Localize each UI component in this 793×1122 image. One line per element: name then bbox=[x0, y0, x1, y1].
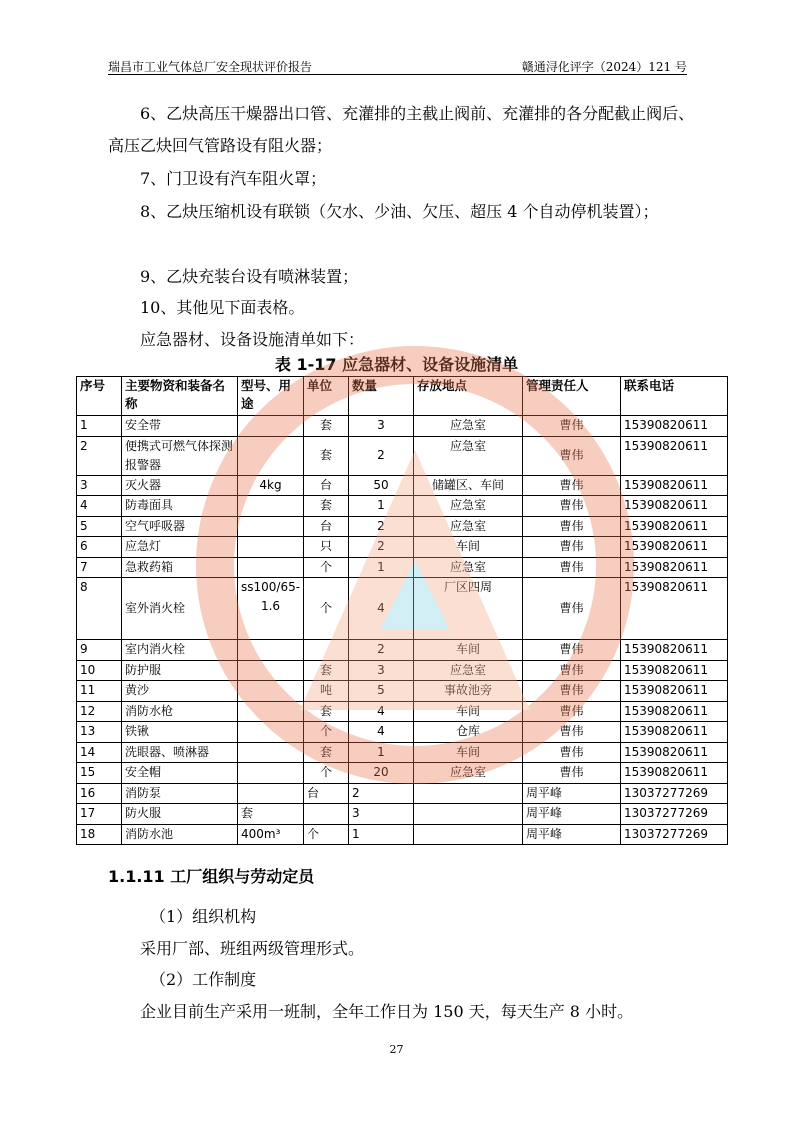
organization-text: 采用厂部、班组两级管理形式。 bbox=[140, 939, 365, 958]
cell-location: 应急室 bbox=[414, 660, 523, 681]
cell-unit bbox=[304, 640, 349, 661]
paragraph-item-8: 8、乙炔压缩机设有联锁（欠水、少油、欠压、超压 4 个自动停机装置）； bbox=[140, 202, 659, 221]
cell-quantity: 3 bbox=[349, 804, 414, 825]
cell-name: 安全带 bbox=[122, 416, 238, 437]
cell-model bbox=[238, 640, 304, 661]
table-row bbox=[77, 660, 728, 681]
cell-quantity: 3 bbox=[349, 416, 414, 437]
cell-model bbox=[238, 436, 304, 475]
cell-location: 应急室 bbox=[414, 496, 523, 517]
col-header-index: 序号 bbox=[77, 377, 122, 416]
paragraph-item-6: 6、乙炔高压干燥器出口管、充灌排的主截止阀前、充灌排的各分配截止阀后、高压乙炔回气管路设有阻火器； bbox=[108, 104, 695, 155]
col-header-model: 型号、用途 bbox=[238, 377, 304, 416]
cell-manager: 曹伟 bbox=[523, 496, 621, 517]
cell-phone: 15390820611 bbox=[621, 681, 728, 702]
col-header-unit: 单位 bbox=[304, 377, 349, 416]
cell-name: 便携式可燃气体探测报警器 bbox=[122, 436, 238, 475]
cell-index: 12 bbox=[77, 701, 122, 722]
cell-phone: 15390820611 bbox=[621, 640, 728, 661]
emergency-equipment-table bbox=[76, 376, 728, 845]
cell-manager: 曹伟 bbox=[523, 557, 621, 578]
cell-phone: 15390820611 bbox=[621, 578, 728, 640]
cell-model bbox=[238, 660, 304, 681]
cell-unit: 套 bbox=[304, 701, 349, 722]
cell-name: 防火服 bbox=[122, 804, 238, 825]
cell-location bbox=[414, 783, 523, 804]
cell-quantity: 1 bbox=[349, 557, 414, 578]
col-header-manager: 管理责任人 bbox=[523, 377, 621, 416]
section-heading: 1.1.11 工厂组织与劳动定员 bbox=[108, 867, 315, 886]
paragraph-item-7: 7、门卫设有汽车阻火罩； bbox=[140, 169, 327, 188]
cell-unit: 套 bbox=[304, 742, 349, 763]
cell-phone: 15390820611 bbox=[621, 557, 728, 578]
cell-name: 室内消火栓 bbox=[122, 640, 238, 661]
cell-model: 套 bbox=[238, 804, 304, 825]
cell-quantity: 5 bbox=[349, 681, 414, 702]
cell-location: 车间 bbox=[414, 537, 523, 558]
cell-index: 5 bbox=[77, 516, 122, 537]
cell-model: ss100/65-1.6 bbox=[238, 578, 304, 640]
cell-location: 应急室 bbox=[414, 436, 523, 475]
cell-name: 安全帽 bbox=[122, 763, 238, 784]
table-row bbox=[77, 475, 728, 496]
cell-unit: 台 bbox=[304, 475, 349, 496]
col-header-location: 存放地点 bbox=[414, 377, 523, 416]
cell-index: 13 bbox=[77, 722, 122, 743]
cell-phone: 15390820611 bbox=[621, 416, 728, 437]
cell-phone: 15390820611 bbox=[621, 742, 728, 763]
cell-manager: 周平峰 bbox=[523, 824, 621, 845]
cell-location: 厂区四周 bbox=[414, 578, 523, 640]
cell-phone: 13037277269 bbox=[621, 824, 728, 845]
cell-quantity: 1 bbox=[349, 496, 414, 517]
table-row bbox=[77, 557, 728, 578]
cell-model bbox=[238, 557, 304, 578]
cell-quantity: 3 bbox=[349, 660, 414, 681]
table-row bbox=[77, 537, 728, 558]
cell-index: 16 bbox=[77, 783, 122, 804]
cell-index: 2 bbox=[77, 436, 122, 475]
cell-index: 3 bbox=[77, 475, 122, 496]
cell-manager: 曹伟 bbox=[523, 537, 621, 558]
cell-index: 17 bbox=[77, 804, 122, 825]
cell-model bbox=[238, 701, 304, 722]
cell-name: 急救药箱 bbox=[122, 557, 238, 578]
table-row bbox=[77, 496, 728, 517]
cell-manager: 曹伟 bbox=[523, 475, 621, 496]
cell-unit: 个 bbox=[304, 722, 349, 743]
cell-index: 18 bbox=[77, 824, 122, 845]
cell-quantity: 4 bbox=[349, 578, 414, 640]
cell-model bbox=[238, 537, 304, 558]
cell-model: 400m³ bbox=[238, 824, 304, 845]
cell-manager: 曹伟 bbox=[523, 578, 621, 640]
cell-index: 10 bbox=[77, 660, 122, 681]
cell-phone: 15390820611 bbox=[621, 722, 728, 743]
cell-location: 车间 bbox=[414, 701, 523, 722]
cell-phone: 13037277269 bbox=[621, 804, 728, 825]
cell-name: 消防水池 bbox=[122, 824, 238, 845]
cell-unit: 套 bbox=[304, 436, 349, 475]
cell-name: 室外消火栓 bbox=[122, 578, 238, 640]
cell-quantity: 4 bbox=[349, 701, 414, 722]
cell-location: 应急室 bbox=[414, 416, 523, 437]
cell-model bbox=[238, 416, 304, 437]
cell-index: 6 bbox=[77, 537, 122, 558]
cell-model bbox=[238, 516, 304, 537]
table-row bbox=[77, 436, 728, 475]
cell-name: 消防水枪 bbox=[122, 701, 238, 722]
paragraph-item-9: 9、乙炔充装台设有喷淋装置； bbox=[140, 267, 359, 286]
table-intro-text: 应急器材、设备设施清单如下： bbox=[140, 330, 365, 349]
cell-model bbox=[238, 742, 304, 763]
cell-unit: 台 bbox=[304, 783, 349, 804]
cell-unit: 只 bbox=[304, 537, 349, 558]
cell-quantity: 2 bbox=[349, 783, 414, 804]
cell-unit: 吨 bbox=[304, 681, 349, 702]
cell-quantity: 1 bbox=[349, 742, 414, 763]
cell-location: 应急室 bbox=[414, 516, 523, 537]
cell-unit: 个 bbox=[304, 557, 349, 578]
work-schedule-text: 企业目前生产采用一班制，全年工作日为 150 天，每天生产 8 小时。 bbox=[140, 1002, 634, 1021]
table-row bbox=[77, 681, 728, 702]
cell-model bbox=[238, 681, 304, 702]
page-number: 27 bbox=[389, 1043, 404, 1056]
cell-unit: 套 bbox=[304, 416, 349, 437]
table-row bbox=[77, 516, 728, 537]
cell-manager: 曹伟 bbox=[523, 701, 621, 722]
cell-name: 防护服 bbox=[122, 660, 238, 681]
cell-model bbox=[238, 496, 304, 517]
cell-model bbox=[238, 783, 304, 804]
cell-manager: 曹伟 bbox=[523, 516, 621, 537]
page-header bbox=[108, 56, 687, 75]
cell-phone: 15390820611 bbox=[621, 660, 728, 681]
cell-model bbox=[238, 722, 304, 743]
cell-phone: 15390820611 bbox=[621, 496, 728, 517]
col-header-name: 主要物资和装备名称 bbox=[122, 377, 238, 416]
cell-quantity: 2 bbox=[349, 436, 414, 475]
table-caption: 表 1-17 应急器材、设备设施清单 bbox=[274, 355, 519, 374]
cell-name: 消防泵 bbox=[122, 783, 238, 804]
cell-name: 黄沙 bbox=[122, 681, 238, 702]
cell-name: 灭火器 bbox=[122, 475, 238, 496]
cell-manager: 曹伟 bbox=[523, 436, 621, 475]
header-report-title: 瑞昌市工业气体总厂安全现状评价报告 bbox=[108, 60, 313, 74]
cell-index: 15 bbox=[77, 763, 122, 784]
table-row bbox=[77, 742, 728, 763]
cell-unit: 台 bbox=[304, 516, 349, 537]
cell-phone: 15390820611 bbox=[621, 475, 728, 496]
cell-quantity: 2 bbox=[349, 537, 414, 558]
cell-manager: 曹伟 bbox=[523, 681, 621, 702]
cell-index: 11 bbox=[77, 681, 122, 702]
cell-model: 4kg bbox=[238, 475, 304, 496]
paragraph-item-10: 10、其他见下面表格。 bbox=[140, 298, 305, 317]
cell-manager: 周平峰 bbox=[523, 783, 621, 804]
cell-phone: 13037277269 bbox=[621, 783, 728, 804]
table-row bbox=[77, 640, 728, 661]
cell-phone: 15390820611 bbox=[621, 436, 728, 475]
cell-unit: 套 bbox=[304, 496, 349, 517]
table-row bbox=[77, 722, 728, 743]
cell-quantity: 1 bbox=[349, 824, 414, 845]
cell-manager: 曹伟 bbox=[523, 640, 621, 661]
cell-phone: 15390820611 bbox=[621, 537, 728, 558]
subheading-work-schedule: （2）工作制度 bbox=[150, 970, 257, 989]
cell-quantity: 2 bbox=[349, 640, 414, 661]
cell-phone: 15390820611 bbox=[621, 763, 728, 784]
table-row bbox=[77, 783, 728, 804]
cell-location: 应急室 bbox=[414, 557, 523, 578]
table-row bbox=[77, 416, 728, 437]
cell-index: 8 bbox=[77, 578, 122, 640]
cell-manager: 周平峰 bbox=[523, 804, 621, 825]
cell-index: 4 bbox=[77, 496, 122, 517]
table-header-row bbox=[77, 377, 728, 416]
header-report-number: 赣通浔化评字（2024）121 号 bbox=[521, 60, 687, 74]
cell-name: 应急灯 bbox=[122, 537, 238, 558]
cell-quantity: 50 bbox=[349, 475, 414, 496]
cell-manager: 曹伟 bbox=[523, 742, 621, 763]
cell-unit: 个 bbox=[304, 824, 349, 845]
cell-location: 应急室 bbox=[414, 763, 523, 784]
cell-phone: 15390820611 bbox=[621, 516, 728, 537]
cell-name: 洗眼器、喷淋器 bbox=[122, 742, 238, 763]
cell-name: 空气呼吸器 bbox=[122, 516, 238, 537]
cell-index: 9 bbox=[77, 640, 122, 661]
table-row bbox=[77, 701, 728, 722]
cell-index: 1 bbox=[77, 416, 122, 437]
table-row bbox=[77, 763, 728, 784]
cell-index: 7 bbox=[77, 557, 122, 578]
cell-manager: 曹伟 bbox=[523, 660, 621, 681]
cell-name: 铁锹 bbox=[122, 722, 238, 743]
cell-location: 车间 bbox=[414, 640, 523, 661]
cell-quantity: 20 bbox=[349, 763, 414, 784]
col-header-phone: 联系电话 bbox=[621, 377, 728, 416]
cell-location: 仓库 bbox=[414, 722, 523, 743]
cell-phone: 15390820611 bbox=[621, 701, 728, 722]
table-row bbox=[77, 578, 728, 640]
cell-manager: 曹伟 bbox=[523, 416, 621, 437]
cell-unit: 个 bbox=[304, 763, 349, 784]
cell-location: 储罐区、车间 bbox=[414, 475, 523, 496]
table-row bbox=[77, 804, 728, 825]
cell-unit: 个 bbox=[304, 578, 349, 640]
cell-location: 车间 bbox=[414, 742, 523, 763]
cell-model bbox=[238, 763, 304, 784]
table-body bbox=[77, 416, 728, 845]
cell-quantity: 2 bbox=[349, 516, 414, 537]
col-header-quantity: 数量 bbox=[349, 377, 414, 416]
cell-index: 14 bbox=[77, 742, 122, 763]
cell-unit bbox=[304, 804, 349, 825]
cell-location: 事故池旁 bbox=[414, 681, 523, 702]
subheading-organization: （1）组织机构 bbox=[150, 907, 257, 926]
cell-location bbox=[414, 824, 523, 845]
cell-manager: 曹伟 bbox=[523, 763, 621, 784]
table-row bbox=[77, 824, 728, 845]
cell-manager: 曹伟 bbox=[523, 722, 621, 743]
cell-name: 防毒面具 bbox=[122, 496, 238, 517]
cell-unit: 套 bbox=[304, 660, 349, 681]
cell-location bbox=[414, 804, 523, 825]
cell-quantity: 4 bbox=[349, 722, 414, 743]
